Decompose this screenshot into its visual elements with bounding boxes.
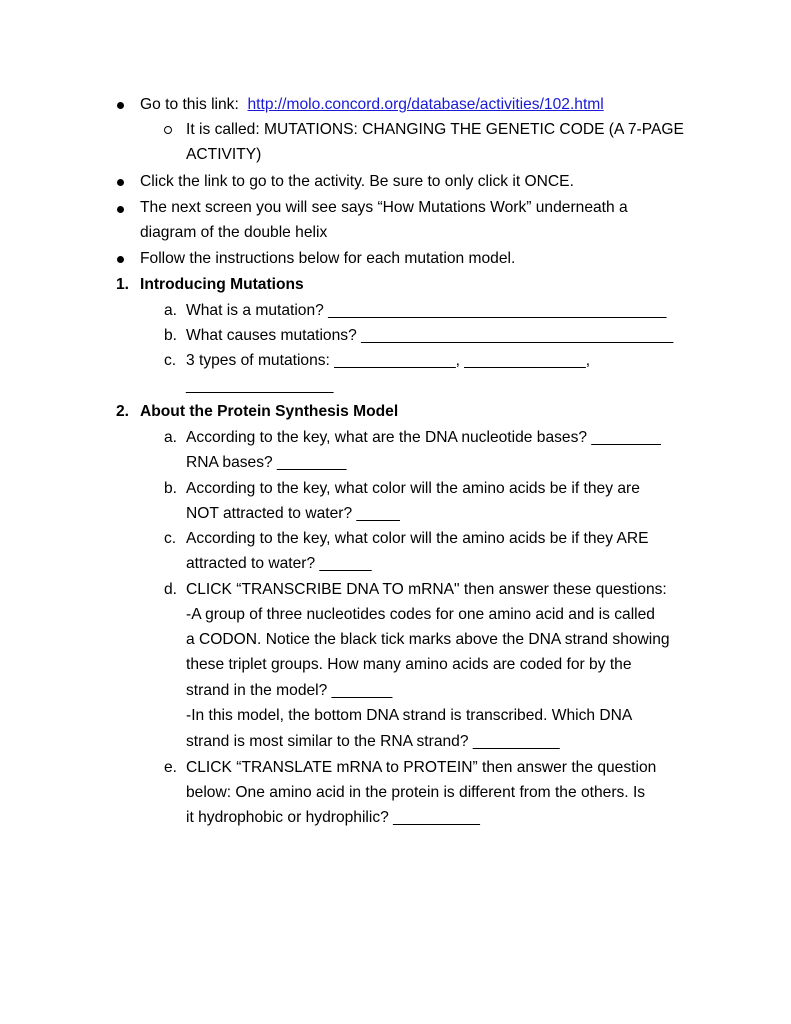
section2-e-marker: e. [164, 759, 178, 776]
activity-link[interactable]: http://molo.concord.org/database/activities/102.html [247, 96, 604, 113]
question-transcribe-line7: strand is most similar to the RNA strand? __________ [186, 733, 560, 750]
next-screen-line2: diagram of the double helix [140, 224, 328, 241]
follow-instruction: Follow the instructions below for each mutation model. [140, 250, 516, 267]
question-not-attracted-line2: NOT attracted to water? _____ [186, 505, 400, 522]
section1-number: 1. [116, 276, 130, 293]
section2-d-marker: d. [164, 581, 178, 598]
question-types-line1: 3 types of mutations: ______________, ______________, [186, 352, 591, 369]
section2-title: About the Protein Synthesis Model [140, 403, 399, 420]
question-types-line2: _________________ [186, 377, 334, 394]
question-attracted-line2: attracted to water? ______ [186, 555, 372, 572]
section2-number: 2. [116, 403, 130, 420]
section2-c-marker: c. [164, 530, 177, 547]
goto-prefix: Go to this link: [140, 96, 239, 113]
question-transcribe-line4: these triplet groups. How many amino acids are coded for by the [186, 656, 632, 673]
question-dna-bases-line1: According to the key, what are the DNA nucleotide bases? ________ [186, 429, 661, 446]
question-what-is-mutation: What is a mutation? _______________________________________ [186, 302, 667, 319]
question-transcribe-line2: -A group of three nucleotides codes for one amino acid and is called [186, 606, 655, 623]
bullet-dot [117, 102, 124, 109]
question-dna-bases-line2: RNA bases? ________ [186, 454, 347, 471]
click-link-instruction: Click the link to go to the activity. Be sure to only click it ONCE. [140, 173, 574, 190]
question-not-attracted-line1: According to the key, what color will the amino acids be if they are [186, 480, 640, 497]
section1-b-marker: b. [164, 327, 178, 344]
next-screen-line1: The next screen you will see says “How Mutations Work” underneath a [140, 199, 628, 216]
question-attracted-line1: According to the key, what color will the amino acids be if they ARE [186, 530, 649, 547]
section1-c-marker: c. [164, 352, 177, 369]
section2-a-marker: a. [164, 429, 178, 446]
question-translate-line3: it hydrophobic or hydrophilic? __________ [186, 809, 480, 826]
question-transcribe-line5: strand in the model? _______ [186, 682, 393, 699]
goto-instruction [140, 95, 604, 115]
activity-name-line1: It is called: MUTATIONS: CHANGING THE GENETIC CODE (A 7-PAGE [186, 121, 684, 138]
section1-a-marker: a. [164, 302, 178, 319]
question-translate-line2: below: One amino acid in the protein is different from the others. Is [186, 784, 646, 801]
question-translate-line1: CLICK “TRANSLATE mRNA to PROTEIN” then answer the question [186, 759, 657, 776]
question-transcribe-line6: -In this model, the bottom DNA strand is transcribed. Which DNA [186, 707, 633, 724]
question-transcribe-line1: CLICK “TRANSCRIBE DNA TO mRNA" then answer these questions: [186, 581, 667, 598]
question-transcribe-line3: a CODON. Notice the black tick marks above the DNA strand showing [186, 631, 670, 648]
section1-title: Introducing Mutations [140, 276, 304, 293]
sub-bullet-circle [164, 126, 172, 134]
bullet-dot [117, 179, 124, 186]
activity-name-line2: ACTIVITY) [186, 146, 262, 163]
question-causes-mutations: What causes mutations? ____________________________________ [186, 327, 674, 344]
bullet-dot [117, 256, 124, 263]
bullet-dot [117, 206, 124, 213]
section2-b-marker: b. [164, 480, 178, 497]
